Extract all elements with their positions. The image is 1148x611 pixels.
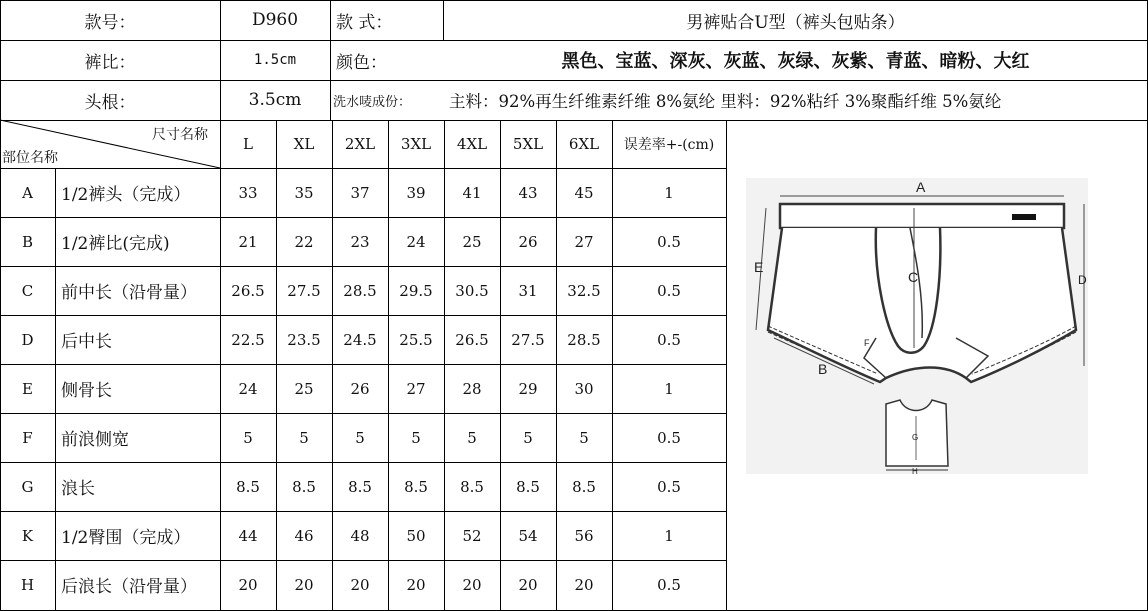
- size-header-6: 6XL: [568, 135, 600, 153]
- size-value: 26.5: [455, 330, 489, 349]
- size-value: 27: [406, 379, 426, 398]
- size-value: 30.5: [455, 281, 489, 300]
- size-header-4: 4XL: [456, 135, 488, 153]
- row-code: E: [22, 379, 33, 398]
- row-part-name: 前浪侧宽: [61, 430, 129, 450]
- row-tolerance: 0.5: [657, 281, 681, 300]
- size-value: 27.5: [287, 281, 321, 300]
- size-value: 28.5: [343, 281, 377, 300]
- size-value: 8.5: [236, 477, 260, 496]
- size-value: 20: [574, 575, 594, 594]
- row-tolerance: 0.5: [657, 477, 681, 496]
- size-value: 44: [238, 526, 258, 545]
- size-value: 22.5: [231, 330, 265, 349]
- size-value: 48: [350, 526, 370, 545]
- diagram-label-g: G: [912, 433, 919, 442]
- diagram-label-e: E: [754, 259, 764, 275]
- size-value: 39: [406, 183, 426, 202]
- size-value: 8.5: [516, 477, 540, 496]
- size-value: 27: [574, 232, 594, 251]
- row-code: H: [20, 575, 35, 594]
- style-no-label: 款号：: [84, 12, 136, 33]
- diagram-label-b: B: [818, 361, 828, 377]
- size-value: 8.5: [572, 477, 596, 496]
- size-value: 21: [238, 232, 258, 251]
- style-no-value: D960: [251, 10, 299, 30]
- corner-size-name: 尺寸名称: [152, 127, 208, 143]
- row-code: B: [21, 232, 34, 251]
- size-value: 50: [406, 526, 426, 545]
- size-value: 24: [406, 232, 426, 251]
- row-code: F: [22, 428, 33, 447]
- size-value: 24.5: [343, 330, 377, 349]
- size-value: 20: [518, 575, 538, 594]
- row-tolerance: 0.5: [657, 330, 681, 349]
- corner-part-name: 部位名称: [2, 150, 58, 166]
- row-part-name: 1/2裤比(完成): [61, 234, 170, 254]
- size-value: 35: [294, 183, 314, 202]
- size-value: 28: [462, 379, 482, 398]
- care-label: 洗水唛成份：: [333, 94, 412, 110]
- row-tolerance: 1: [664, 183, 674, 202]
- row-tolerance: 1: [664, 526, 674, 545]
- size-value: 5: [411, 428, 421, 447]
- row-tolerance: 0.5: [657, 575, 681, 594]
- size-value: 54: [518, 526, 538, 545]
- row-code: C: [21, 281, 34, 300]
- size-value: 25: [294, 379, 314, 398]
- size-value: 26.5: [231, 281, 265, 300]
- style-label: 款 式：: [336, 12, 393, 33]
- diagram-label-h: H: [912, 467, 918, 474]
- diagram-label-a: A: [916, 179, 926, 195]
- row-code: D: [21, 330, 34, 349]
- row-tolerance: 1: [664, 379, 674, 398]
- size-value: 37: [350, 183, 370, 202]
- size-value: 56: [574, 526, 594, 545]
- size-value: 5: [243, 428, 253, 447]
- waistband-label: 头根：: [84, 92, 136, 113]
- size-value: 46: [294, 526, 314, 545]
- diagram-label-d: D: [1078, 273, 1087, 287]
- row-part-name: 1/2裤头（完成）: [61, 185, 191, 205]
- size-value: 32.5: [567, 281, 601, 300]
- row-part-name: 浪长: [61, 479, 95, 499]
- color-label: 颜色：: [336, 52, 387, 73]
- diagram-label-f: F: [864, 338, 870, 348]
- row-part-name: 后浪长（沿骨量）: [61, 577, 197, 597]
- size-value: 33: [238, 183, 258, 202]
- size-value: 30: [574, 379, 594, 398]
- garment-diagram: [746, 178, 1088, 474]
- size-value: 20: [294, 575, 314, 594]
- size-value: 26: [350, 379, 370, 398]
- row-code: K: [21, 526, 34, 545]
- size-value: 20: [406, 575, 426, 594]
- row-tolerance: 0.5: [657, 232, 681, 251]
- colors-value: 黑色、宝蓝、深灰、灰蓝、灰绿、灰紫、青蓝、暗粉、大红: [561, 51, 1030, 72]
- row-code: A: [22, 183, 33, 202]
- size-value: 5: [355, 428, 365, 447]
- size-header-2: 2XL: [344, 135, 376, 153]
- size-value: 29.5: [399, 281, 433, 300]
- row-part-name: 前中长（沿骨量）: [61, 283, 197, 303]
- row-tolerance: 0.5: [657, 428, 681, 447]
- size-value: 22: [294, 232, 314, 251]
- row-part-name: 后中长: [61, 332, 112, 352]
- size-value: 25: [462, 232, 482, 251]
- waistband-value: 3.5cm: [248, 90, 302, 110]
- size-value: 23.5: [287, 330, 321, 349]
- size-value: 20: [350, 575, 370, 594]
- size-header-0: L: [243, 135, 253, 153]
- size-value: 5: [467, 428, 477, 447]
- row-part-name: 侧骨长: [61, 381, 112, 401]
- size-header-1: XL: [293, 135, 315, 153]
- size-value: 24: [238, 379, 258, 398]
- size-value: 20: [462, 575, 482, 594]
- size-value: 27.5: [511, 330, 545, 349]
- size-value: 8.5: [348, 477, 372, 496]
- row-code: G: [21, 477, 34, 496]
- rise-value: 1.5cm: [253, 52, 297, 68]
- diagram-label-c: C: [908, 269, 919, 285]
- row-part-name: 1/2臀围（完成）: [61, 528, 191, 548]
- size-value: 41: [462, 183, 482, 202]
- style-value: 男裤贴合U型（裤头包贴条）: [686, 12, 905, 33]
- size-value: 29: [518, 379, 538, 398]
- size-value: 31: [518, 281, 538, 300]
- size-value: 8.5: [460, 477, 484, 496]
- size-value: 5: [299, 428, 309, 447]
- size-value: 8.5: [292, 477, 316, 496]
- size-value: 45: [574, 183, 594, 202]
- size-value: 5: [523, 428, 533, 447]
- composition-value: 主料：92%再生纤维素纤维 8%氨纶 里料：92%粘纤 3%聚酯纤维 5%氨纶: [449, 92, 1002, 111]
- size-header-5: 5XL: [512, 135, 544, 153]
- size-value: 20: [238, 575, 258, 594]
- tolerance-header: 误差率+-(cm): [623, 137, 715, 153]
- size-header-3: 3XL: [400, 135, 432, 153]
- size-value: 26: [518, 232, 538, 251]
- size-value: 5: [579, 428, 589, 447]
- size-value: 8.5: [404, 477, 428, 496]
- rise-label: 裤比：: [84, 52, 136, 73]
- size-value: 23: [350, 232, 370, 251]
- size-value: 25.5: [399, 330, 433, 349]
- size-value: 52: [462, 526, 482, 545]
- size-value: 43: [518, 183, 538, 202]
- size-value: 28.5: [567, 330, 601, 349]
